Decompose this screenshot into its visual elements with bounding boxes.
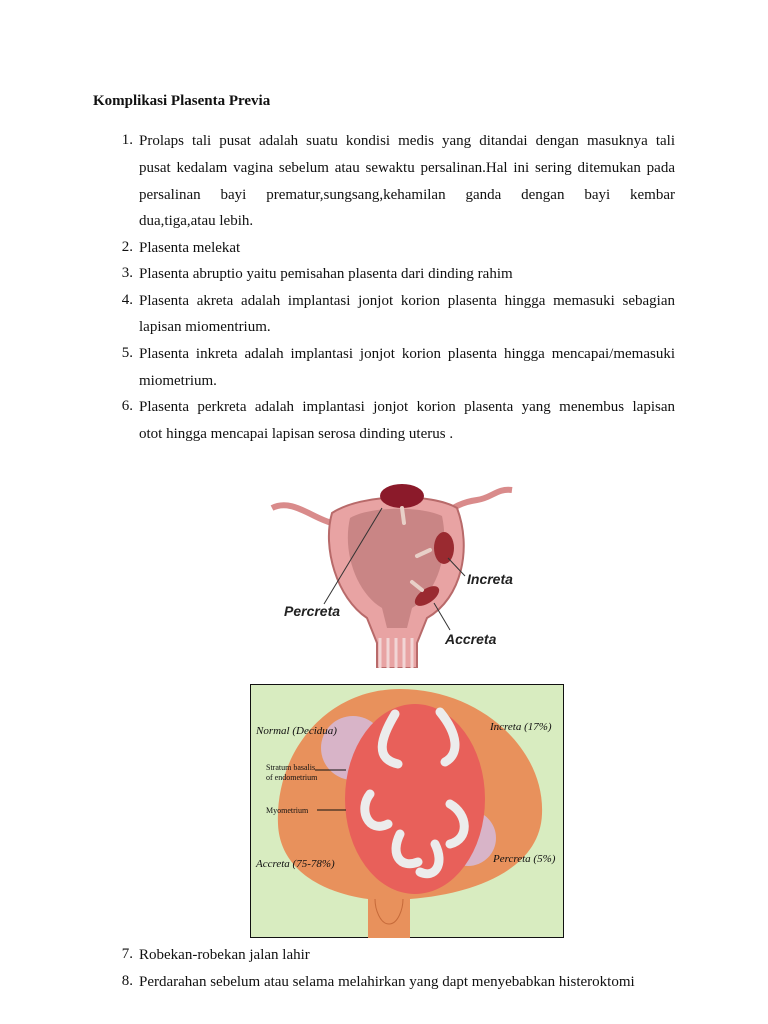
list-number: 7. [121,946,133,962]
list-number: 4. [121,292,133,308]
stratum-basalis-label-2: of endometrium [266,773,318,782]
accreta-label: Accreta [445,631,497,647]
list-line: persalinan bayi prematur,sungsang,kehamilan ganda dengan bayi kembar [139,187,675,203]
list-number: 1. [121,132,133,148]
uterus-diagram [262,478,522,668]
list-number: 5. [121,345,133,361]
placenta-accreta-diagram [250,684,564,938]
list-line: pusat kedalam vagina sebelum atau sewaktu persalinan.Hal ini sering ditemukan pada [139,160,675,176]
list-line: Plasenta abruptio yaitu pemisahan plasenta dari dinding rahim [139,266,513,282]
list-line: Plasenta inkreta adalah implantasi jonjot korion plasenta hingga mencapai/memasuki [139,346,675,362]
normal-decidua-label: Normal (Decidua) [256,725,337,737]
list-line: dua,tiga,atau lebih. [139,213,254,229]
list-line: Robekan-robekan jalan lahir [139,947,310,963]
increta-percent-label: Increta (17%) [490,721,552,733]
percreta-percent-label: Percreta (5%) [493,853,556,865]
accreta-percent-label: Accreta (75-78%) [256,858,335,870]
list-number: 8. [121,973,133,989]
placenta-increta-tissue [434,532,454,564]
percreta-label: Percreta [284,603,341,619]
list-line: miometrium. [139,373,217,389]
list-line: Prolaps tali pusat adalah suatu kondisi medis yang ditandai dengan masuknya tali [139,133,675,149]
list-line: Plasenta akreta adalah implantasi jonjot korion plasenta hingga memasuki sebagian [139,293,675,309]
myometrium-label: Myometrium [266,806,309,815]
list-line: lapisan miomentrium. [139,319,271,335]
list-line: Plasenta perkreta adalah implantasi jonjot korion plasenta yang menembus lapisan [139,399,675,415]
list-line: otot hingga mencapai lapisan serosa dinding uterus . [139,426,454,442]
placenta-percreta-tissue [380,484,424,508]
list-number: 3. [121,265,133,281]
list-line: Perdarahan sebelum atau selama melahirkan yang dapt menyebabkan histeroktomi [139,974,635,990]
page-title: Komplikasi Plasenta Previa [93,93,271,109]
list-line: Plasenta melekat [139,240,241,256]
list-number: 6. [121,398,133,414]
increta-label: Increta [467,571,513,587]
stratum-basalis-label: Stratum basalis [266,763,316,772]
list-number: 2. [121,239,133,255]
